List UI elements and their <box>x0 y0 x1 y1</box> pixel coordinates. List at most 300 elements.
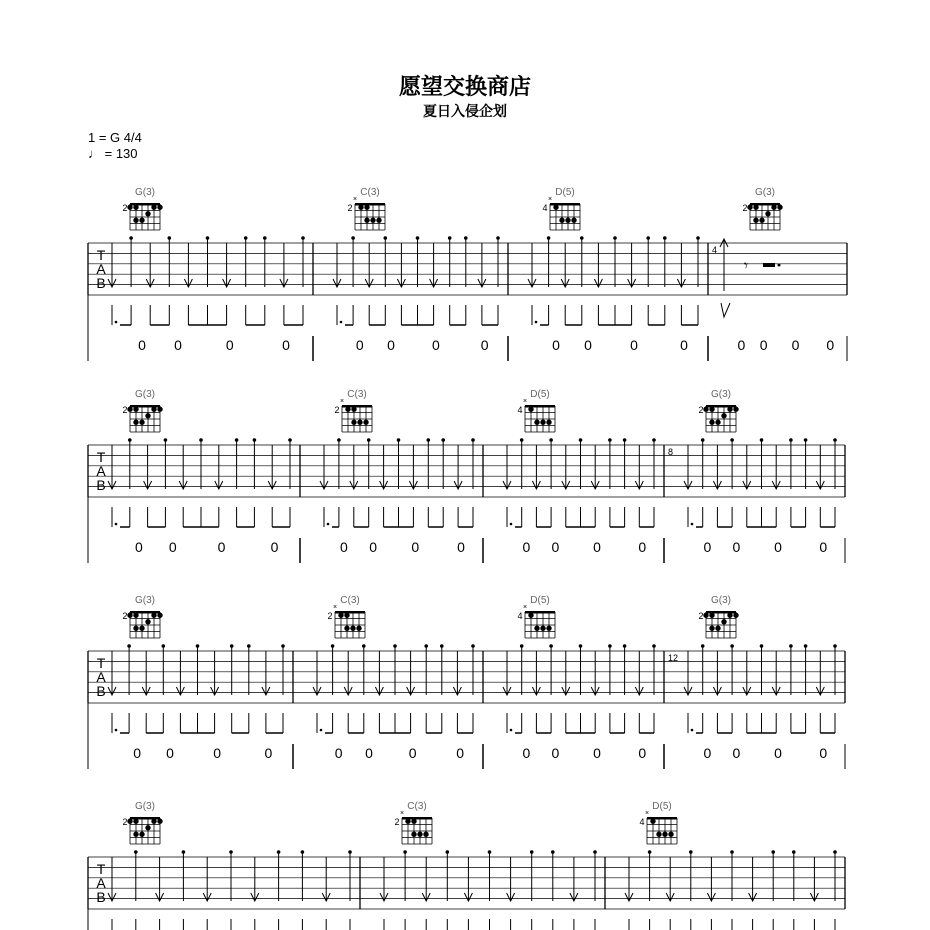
strum-stroke <box>816 651 824 733</box>
strum-stroke <box>478 243 486 325</box>
strum-stroke <box>833 644 837 733</box>
strum-stroke <box>608 438 612 527</box>
chord-name: G(3) <box>711 389 731 400</box>
tab-clef-letter: A <box>96 669 106 685</box>
strum-stroke <box>594 243 602 325</box>
chord-name: C(3) <box>347 389 367 400</box>
strum-stroke <box>168 236 172 325</box>
chord-finger-dot <box>133 420 138 425</box>
rhythm-dot <box>115 321 118 324</box>
strum-accent-dot <box>403 850 407 854</box>
fret-number: 0 <box>819 745 828 761</box>
strum-accent-dot <box>162 644 166 648</box>
strum-stroke <box>263 236 267 325</box>
tab-clef-letter: T <box>96 247 106 263</box>
strum-stroke <box>142 651 150 733</box>
chord-finger-dot <box>411 832 416 837</box>
strum-stroke <box>743 445 751 527</box>
rhythm-dot <box>340 321 343 324</box>
chord-finger-dot <box>753 205 758 210</box>
strum-stroke <box>215 445 223 527</box>
chord-finger-dot <box>703 407 708 412</box>
strum-accent-dot <box>129 236 133 240</box>
chord-finger-dot <box>546 626 551 631</box>
strum-accent-dot <box>593 850 597 854</box>
strum-stroke <box>663 236 667 325</box>
fret-number: 0 <box>584 337 592 353</box>
rhythm-dot <box>320 729 323 732</box>
strum-accent-dot <box>440 644 444 648</box>
strum-accent-dot <box>128 438 132 442</box>
strum-accent-dot <box>520 438 524 442</box>
strum-accent-dot <box>206 236 210 240</box>
tab-system <box>88 187 847 361</box>
strum-stroke <box>320 445 328 527</box>
strum-stroke <box>570 857 578 930</box>
strum-accent-dot <box>182 850 186 854</box>
tab-clef-letter: A <box>96 875 106 891</box>
chord-finger-dot <box>534 626 539 631</box>
fret-number: 0 <box>217 539 226 555</box>
strum-stroke <box>375 651 383 733</box>
strum-stroke <box>128 438 132 527</box>
chord-finger-dot <box>345 407 350 412</box>
fret-number: 0 <box>264 745 273 761</box>
fret-number: 0 <box>551 539 560 555</box>
strum-stroke <box>701 438 705 527</box>
strum-accent-dot <box>701 644 705 648</box>
strum-accent-dot <box>760 644 764 648</box>
chord-finger-dot <box>709 613 714 618</box>
measure <box>108 595 285 761</box>
strum-stroke <box>684 651 692 733</box>
chord-name: G(3) <box>135 187 155 198</box>
strum-stroke <box>547 236 551 325</box>
fret-number: 0 <box>387 337 395 353</box>
chord-name: D(5) <box>530 389 550 400</box>
chord-fret-label: 2 <box>698 405 704 415</box>
tab-clef-letter: B <box>96 275 106 291</box>
chord-fret-label: 2 <box>394 817 400 827</box>
strum-stroke <box>253 438 257 527</box>
fret-number: 0 <box>408 745 417 761</box>
strum-stroke <box>532 445 540 527</box>
strum-stroke <box>407 651 415 733</box>
strum-stroke <box>532 651 540 733</box>
strum-accent-dot <box>530 850 534 854</box>
strum-accent-dot <box>301 236 305 240</box>
chord-fret-label: 2 <box>327 611 333 621</box>
strum-stroke <box>365 243 373 325</box>
strum-stroke <box>162 644 166 733</box>
strum-accent-dot <box>277 850 281 854</box>
strum-stroke <box>520 438 524 527</box>
chord-name: G(3) <box>135 389 155 400</box>
chord-finger-dot <box>715 420 720 425</box>
strum-accent-dot <box>549 644 553 648</box>
chord-finger-dot <box>765 211 770 216</box>
strum-stroke <box>789 644 793 733</box>
chord-finger-dot <box>721 413 726 418</box>
strum-stroke <box>689 850 693 930</box>
fret-number: 0 <box>134 539 143 555</box>
chord-fret-label: 4 <box>517 405 523 415</box>
strum-stroke <box>646 236 650 325</box>
strum-accent-dot <box>331 644 335 648</box>
strum-accent-dot <box>471 438 475 442</box>
strum-stroke <box>247 644 251 733</box>
chord-finger-dot <box>145 825 150 830</box>
chord-finger-dot <box>753 218 758 223</box>
song-artist: 夏日入侵企划 <box>423 104 507 120</box>
strum-stroke <box>648 850 652 930</box>
strum-stroke <box>454 445 462 527</box>
fret-number: 0 <box>174 337 182 353</box>
strum-accent-dot <box>520 644 524 648</box>
strum-stroke <box>127 644 131 733</box>
strum-stroke <box>730 438 734 527</box>
chord-finger-dot <box>733 613 738 618</box>
strum-accent-dot <box>301 850 305 854</box>
strum-accent-dot <box>646 236 650 240</box>
strum-accent-dot <box>663 236 667 240</box>
fret-number: 0 <box>456 745 465 761</box>
chord-finger-dot <box>703 613 708 618</box>
strum-accent-dot <box>789 644 793 648</box>
fret-number: 0 <box>213 745 222 761</box>
chord-finger-dot <box>133 205 138 210</box>
fret-number: 0 <box>732 539 741 555</box>
chord-finger-dot <box>127 407 132 412</box>
measure <box>108 389 292 555</box>
strum-stroke <box>251 857 259 930</box>
chord-finger-dot <box>668 832 673 837</box>
rhythm-dot <box>691 729 694 732</box>
strum-stroke <box>196 644 200 733</box>
strum-accent-dot <box>393 644 397 648</box>
strum-stroke <box>184 243 192 325</box>
strum-stroke <box>562 445 570 527</box>
strum-accent-dot <box>792 850 796 854</box>
chord-finger-dot <box>133 218 138 223</box>
strum-stroke <box>561 243 569 325</box>
fret-number: 0 <box>774 539 782 555</box>
chord-fret-label: 2 <box>122 405 128 415</box>
strum-stroke <box>129 236 133 325</box>
chord-finger-dot <box>157 407 162 412</box>
fret-number: 0 <box>282 337 290 353</box>
strum-stroke <box>223 243 231 325</box>
strum-accent-dot <box>804 438 808 442</box>
fret-number: 0 <box>552 337 560 353</box>
fret-number: 0 <box>270 539 279 555</box>
fret-number: 0 <box>826 337 835 353</box>
strum-stroke <box>772 651 780 733</box>
chord-finger-dot <box>777 205 782 210</box>
chord-finger-dot <box>145 413 150 418</box>
strum-accent-dot <box>833 850 837 854</box>
fret-number: 0 <box>522 745 531 761</box>
strum-stroke <box>503 445 511 527</box>
strum-stroke <box>810 857 818 930</box>
chord-finger-dot <box>771 205 776 210</box>
strum-stroke <box>628 243 636 325</box>
strum-stroke <box>792 850 796 930</box>
strum-accent-dot <box>448 236 452 240</box>
chord-finger-dot <box>350 626 355 631</box>
strum-stroke <box>580 236 584 325</box>
chord-finger-dot <box>145 619 150 624</box>
fret-number: 0 <box>411 539 420 555</box>
strum-stroke <box>350 445 358 527</box>
chord-fret-label: 4 <box>639 817 645 827</box>
fret-number: 0 <box>133 745 142 761</box>
chord-fret-label: 2 <box>698 611 704 621</box>
strum-accent-dot <box>623 644 627 648</box>
bar-number: 8 <box>668 447 674 457</box>
strum-stroke <box>229 850 233 930</box>
strum-stroke <box>108 445 116 527</box>
chord-finger-dot <box>151 819 156 824</box>
strum-stroke <box>530 850 534 930</box>
strum-accent-dot <box>496 236 500 240</box>
strum-stroke <box>409 445 417 527</box>
strum-accent-dot <box>235 438 239 442</box>
strum-stroke <box>701 644 705 733</box>
chord-mute-marker: × <box>399 810 405 817</box>
strum-stroke <box>403 850 407 930</box>
chord-finger-dot <box>133 819 138 824</box>
tab-clef-letter: A <box>96 261 106 277</box>
chord-mute-marker: × <box>332 604 338 611</box>
strum-accent-dot <box>613 236 617 240</box>
chord-finger-dot <box>157 613 162 618</box>
chord-finger-dot <box>344 613 349 618</box>
fret-number: 0 <box>480 337 489 353</box>
strum-stroke <box>503 651 511 733</box>
strum-stroke <box>211 651 219 733</box>
strum-accent-dot <box>446 850 450 854</box>
tab-clef-letter: T <box>96 861 106 877</box>
strum-stroke <box>613 236 617 325</box>
strum-stroke <box>380 857 388 930</box>
strum-stroke <box>156 857 164 930</box>
strum-accent-dot <box>608 438 612 442</box>
fret-number: 0 <box>737 337 746 353</box>
chord-name: D(5) <box>555 187 575 198</box>
chord-fret-label: 4 <box>542 203 548 213</box>
strum-accent-dot <box>579 644 583 648</box>
tab-system <box>88 595 845 769</box>
tab-system <box>88 389 845 563</box>
strum-stroke <box>182 850 186 930</box>
strum-stroke <box>280 243 288 325</box>
chord-finger-dot <box>662 832 667 837</box>
strum-accent-dot <box>337 438 341 442</box>
fret-number: 0 <box>791 337 800 353</box>
chord-finger-dot <box>709 407 714 412</box>
chord-finger-dot <box>157 205 162 210</box>
half-rest <box>763 263 775 267</box>
chord-name: G(3) <box>711 595 731 606</box>
rhythm-dot <box>115 729 118 732</box>
strum-accent-dot <box>168 236 172 240</box>
strum-accent-dot <box>579 438 583 442</box>
strum-accent-dot <box>623 438 627 442</box>
chord-finger-dot <box>553 205 558 210</box>
strum-stroke <box>507 857 515 930</box>
chord-finger-dot <box>565 218 570 223</box>
strum-stroke <box>696 236 700 325</box>
fret-number: 0 <box>168 539 177 555</box>
strum-stroke <box>380 445 388 527</box>
strum-stroke <box>833 438 837 527</box>
rhythm-dot <box>510 523 513 526</box>
strum-stroke <box>549 644 553 733</box>
strum-stroke <box>441 438 445 527</box>
chord-finger-dot <box>127 819 132 824</box>
chord-finger-dot <box>733 407 738 412</box>
strum-stroke <box>333 243 341 325</box>
strum-stroke <box>268 445 276 527</box>
chord-name: G(3) <box>135 801 155 812</box>
strum-stroke <box>520 644 524 733</box>
chord-finger-dot <box>358 205 363 210</box>
strum-accent-dot <box>263 236 267 240</box>
strum-stroke <box>623 644 627 733</box>
strum-accent-dot <box>730 644 734 648</box>
measure <box>360 801 597 930</box>
strum-accent-dot <box>549 438 553 442</box>
fret-number: 0 <box>593 539 601 555</box>
strum-accent-dot <box>288 438 292 442</box>
strum-stroke <box>301 236 305 325</box>
strum-stroke <box>707 857 715 930</box>
strum-accent-dot <box>833 438 837 442</box>
chord-finger-dot <box>133 626 138 631</box>
strum-accent-dot <box>441 438 445 442</box>
strum-stroke <box>549 438 553 527</box>
strum-accent-dot <box>424 644 428 648</box>
chord-name: D(5) <box>652 801 672 812</box>
strum-stroke <box>288 438 292 527</box>
strum-stroke <box>488 850 492 930</box>
chord-name: C(3) <box>407 801 427 812</box>
strum-stroke <box>453 651 461 733</box>
song-title: 愿望交换商店 <box>398 75 531 100</box>
chord-finger-dot <box>656 832 661 837</box>
strum-stroke <box>464 857 472 930</box>
strum-accent-dot <box>551 850 555 854</box>
strum-stroke <box>313 651 321 733</box>
strum-accent-dot <box>730 438 734 442</box>
chord-finger-dot <box>151 407 156 412</box>
strum-accent-dot <box>253 438 257 442</box>
strum-stroke <box>397 243 405 325</box>
strum-stroke <box>749 857 757 930</box>
chord-fret-label: 2 <box>347 203 353 213</box>
chord-finger-dot <box>139 420 144 425</box>
strum-accent-dot <box>397 438 401 442</box>
strum-stroke <box>804 438 808 527</box>
strum-stroke <box>804 644 808 733</box>
quarter-note-icon: ♩ <box>88 146 101 161</box>
chord-finger-dot <box>351 407 356 412</box>
fret-number: 0 <box>522 539 531 555</box>
chord-fret-label: 2 <box>742 203 748 213</box>
fret-number: 0 <box>703 745 712 761</box>
chord-finger-dot <box>351 420 356 425</box>
strum-stroke <box>772 445 780 527</box>
strum-stroke <box>134 850 138 930</box>
strum-accent-dot <box>760 438 764 442</box>
strum-stroke <box>760 644 764 733</box>
chord-finger-dot <box>376 218 381 223</box>
strum-stroke <box>281 644 285 733</box>
fret-number: 0 <box>340 539 348 555</box>
tab-clef-letter: B <box>96 889 106 905</box>
chord-finger-dot <box>747 205 752 210</box>
strum-stroke <box>397 438 401 527</box>
chord-name: G(3) <box>135 595 155 606</box>
chord-finger-dot <box>540 420 545 425</box>
chord-finger-dot <box>405 819 410 824</box>
strum-stroke <box>579 438 583 527</box>
strum-stroke <box>591 651 599 733</box>
strum-accent-dot <box>281 644 285 648</box>
chord-finger-dot <box>157 819 162 824</box>
chord-finger-dot <box>139 626 144 631</box>
strum-stroke <box>108 857 116 930</box>
fret-number: 0 <box>680 337 688 353</box>
strum-accent-dot <box>488 850 492 854</box>
fret-number: 0 <box>774 745 782 761</box>
strum-stroke <box>351 236 355 325</box>
strum-stroke <box>471 438 475 527</box>
strum-accent-dot <box>247 644 251 648</box>
strum-stroke <box>713 445 721 527</box>
chord-finger-dot <box>363 420 368 425</box>
rhythm-dot <box>115 523 118 526</box>
strum-accent-dot <box>348 850 352 854</box>
fret-number: 0 <box>732 745 741 761</box>
strum-accent-dot <box>134 850 138 854</box>
tempo-value: = 130 <box>104 146 138 161</box>
rhythm-dot <box>510 729 513 732</box>
fret-number: 0 <box>431 337 440 353</box>
rest-dot <box>778 264 781 267</box>
tab-clef-letter: A <box>96 463 106 479</box>
strum-stroke <box>448 236 452 325</box>
strum-stroke <box>422 857 430 930</box>
strum-stroke <box>367 438 371 527</box>
chord-finger-dot <box>709 420 714 425</box>
chord-finger-dot <box>127 205 132 210</box>
chord-finger-dot <box>546 420 551 425</box>
chord-mute-marker: × <box>547 196 553 203</box>
strum-stroke <box>203 857 211 930</box>
strum-accent-dot <box>384 236 388 240</box>
rhythm-dot <box>691 523 694 526</box>
strum-stroke <box>108 651 116 733</box>
strum-stroke <box>743 651 751 733</box>
chord-name: C(3) <box>360 187 380 198</box>
strum-stroke <box>344 651 352 733</box>
fret-number: 0 <box>365 745 373 761</box>
strum-accent-dot <box>464 236 468 240</box>
strum-stroke <box>348 850 352 930</box>
strum-stroke <box>424 644 428 733</box>
